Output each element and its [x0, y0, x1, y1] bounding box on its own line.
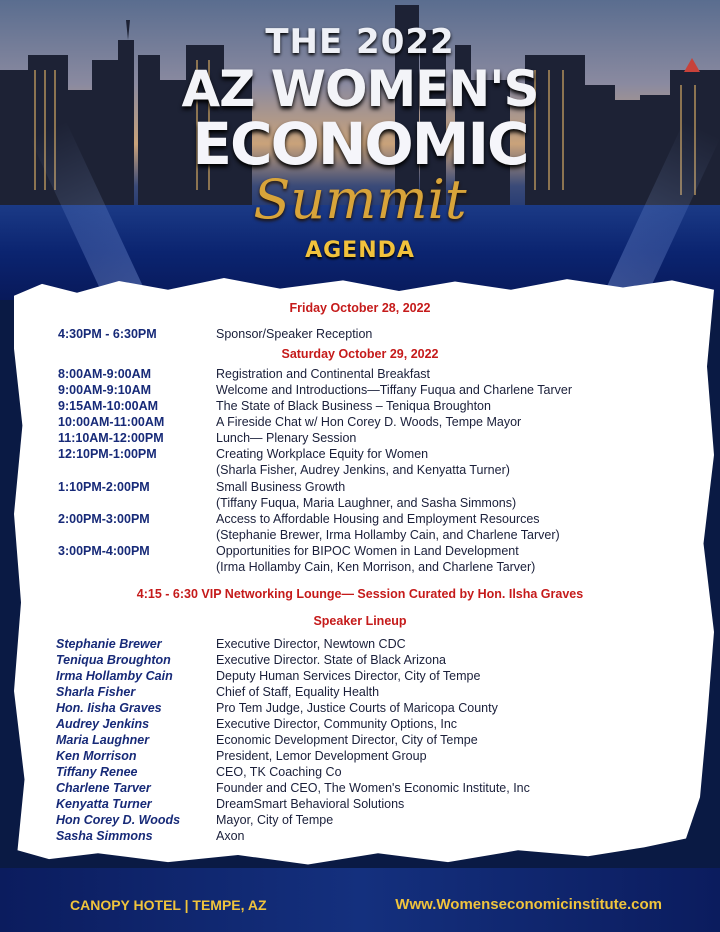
speaker-name: Audrey Jenkins: [56, 717, 150, 731]
agenda-time: 9:15AM-10:00AM: [58, 399, 159, 413]
speaker-role: Founder and CEO, The Women's Economic Institute, Inc: [216, 781, 530, 795]
agenda-time: 1:10PM-2:00PM: [58, 480, 150, 494]
speaker-name: Sasha Simmons: [56, 829, 153, 843]
website-link[interactable]: Www.Womenseconomicinstitute.com: [395, 896, 662, 913]
speaker-role: Chief of Staff, Equality Health: [216, 685, 380, 699]
vip-lounge-note: 4:15 - 6:30 VIP Networking Lounge— Session Curated by Hon. Ilsha Graves: [136, 587, 584, 601]
speaker-row: [56, 717, 706, 733]
agenda-desc: A Fireside Chat w/ Hon Corey D. Woods, Tempe Mayor: [216, 415, 522, 429]
agenda-row: [58, 431, 698, 447]
agenda-row: [58, 367, 698, 383]
agenda-desc: Opportunities for BIPOC Women in Land Development: [216, 544, 519, 558]
speaker-row: [56, 637, 706, 653]
agenda-time: 10:00AM-11:00AM: [58, 415, 165, 429]
agenda-desc: Lunch— Plenary Session: [216, 431, 357, 445]
agenda-row: [58, 447, 698, 463]
speaker-row: [56, 765, 706, 781]
speaker-role: Pro Tem Judge, Justice Courts of Maricopa County: [216, 701, 498, 715]
speaker-role: President, Lemor Development Group: [216, 749, 427, 763]
venue-label: CANOPY HOTEL | TEMPE, AZ: [70, 897, 267, 913]
agenda-time: 11:10AM-12:00PM: [58, 431, 164, 445]
agenda-time: 4:30PM - 6:30PM: [58, 327, 157, 341]
speaker-row: [56, 653, 706, 669]
agenda-time: 12:10PM-1:00PM: [58, 447, 157, 461]
speaker-name: Charlene Tarver: [56, 781, 151, 795]
speaker-role: Economic Development Director, City of Tempe: [216, 733, 478, 747]
speaker-role: Axon: [216, 829, 245, 843]
agenda-row: [58, 544, 698, 560]
speaker-role: Executive Director. State of Black Arizona: [216, 653, 446, 667]
agenda-panelists: (Tiffany Fuqua, Maria Laughner, and Sasha Simmons): [216, 496, 517, 510]
agenda-row: [58, 383, 698, 399]
speaker-name: Stephanie Brewer: [56, 637, 162, 651]
agenda-row: [58, 512, 698, 528]
speaker-row: [56, 749, 706, 765]
speaker-role: Deputy Human Services Director, City of Tempe: [216, 669, 481, 683]
agenda-row: [58, 415, 698, 431]
agenda-desc: Small Business Growth: [216, 480, 346, 494]
agenda-time: 8:00AM-9:00AM: [58, 367, 152, 381]
agenda-desc: The State of Black Business – Teniqua Broughton: [216, 399, 491, 413]
speaker-name: Teniqua Broughton: [56, 653, 171, 667]
agenda-panelists: (Irma Hollamby Cain, Ken Morrison, and Charlene Tarver): [216, 560, 536, 574]
speaker-lineup-heading: Speaker Lineup: [313, 614, 407, 628]
agenda-time: 2:00PM-3:00PM: [58, 512, 150, 526]
speaker-name: Ken Morrison: [56, 749, 137, 763]
speaker-row: [56, 813, 706, 829]
agenda-time: 9:00AM-9:10AM: [58, 383, 152, 397]
agenda-row: [58, 480, 698, 496]
agenda-time: 3:00PM-4:00PM: [58, 544, 150, 558]
title-summit: Summit: [253, 168, 467, 231]
agenda-row: [58, 399, 698, 415]
friday-heading: Friday October 28, 2022: [289, 301, 431, 315]
title-economic: ECONOMIC: [192, 110, 528, 178]
speaker-row: [56, 701, 706, 717]
title-az-womens: AZ WOMEN'S: [181, 60, 539, 118]
title-agenda: AGENDA: [305, 238, 415, 263]
speaker-role: CEO, TK Coaching Co: [216, 765, 342, 779]
speaker-name: Tiffany Renee: [56, 765, 138, 779]
speaker-role: Mayor, City of Tempe: [216, 813, 334, 827]
speaker-role: Executive Director, Newtown CDC: [216, 637, 406, 651]
speaker-role: DreamSmart Behavioral Solutions: [216, 797, 405, 811]
agenda-desc: Access to Affordable Housing and Employment Resources: [216, 512, 540, 526]
agenda-desc: Welcome and Introductions—Tiffany Fuqua and Charlene Tarver: [216, 383, 572, 397]
speaker-name: Kenyatta Turner: [56, 797, 152, 811]
speaker-name: Irma Hollamby Cain: [56, 669, 173, 683]
agenda-desc: Sponsor/Speaker Reception: [216, 327, 373, 341]
agenda-desc: Creating Workplace Equity for Women: [216, 447, 429, 461]
speaker-row: [56, 669, 706, 685]
speaker-row: [56, 829, 706, 845]
agenda-row: [58, 327, 698, 343]
speaker-row: [56, 781, 706, 797]
speaker-row: [56, 685, 706, 701]
footer-bar: [0, 868, 720, 932]
speaker-name: Hon. Iisha Graves: [56, 701, 162, 715]
speaker-row: [56, 797, 706, 813]
speaker-role: Executive Director, Community Options, Inc: [216, 717, 458, 731]
speaker-row: [56, 733, 706, 749]
agenda-desc: Registration and Continental Breakfast: [216, 367, 431, 381]
speaker-name: Hon Corey D. Woods: [56, 813, 181, 827]
speaker-name: Maria Laughner: [56, 733, 150, 747]
speaker-name: Sharla Fisher: [56, 685, 136, 699]
saturday-heading: Saturday October 29, 2022: [281, 347, 439, 361]
title-year: THE 2022: [265, 22, 455, 62]
agenda-panelists: (Stephanie Brewer, Irma Hollamby Cain, and Charlene Tarver): [216, 528, 560, 542]
agenda-panelists: (Sharla Fisher, Audrey Jenkins, and Kenyatta Turner): [216, 463, 510, 477]
